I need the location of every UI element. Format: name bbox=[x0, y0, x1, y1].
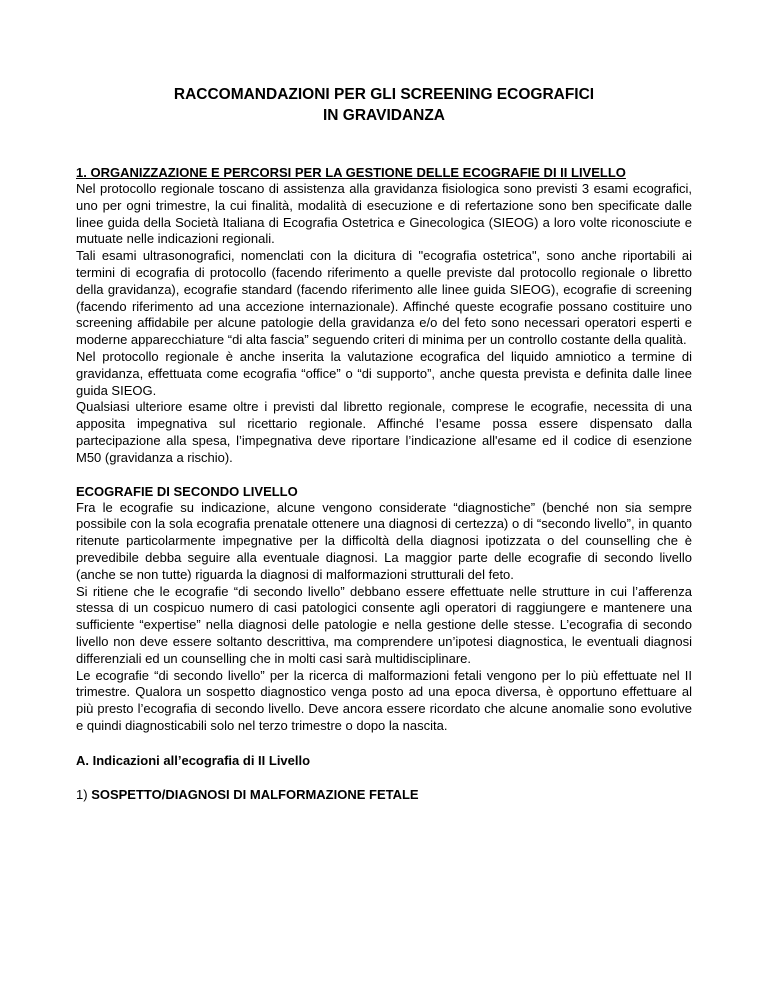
paragraph: Si ritiene che le ecografie “di secondo livello” debbano essere effettuate nelle strutture in cui l’afferenza stessa di un cospicuo numero di casi patologici consente agli operatori di raggiungere e mantenere una sufficiente “expertise” nella diagnosi delle patologie e nella gestione delle stesse. L’ecografia di secondo livello non deve essere soltanto descrittiva, ma comprendere un’ipotesi diagnostica, le eventuali diagnosi differenziali ed un counselling che in molti casi sarà multidisciplinare. bbox=[76, 583, 692, 666]
paragraph: Le ecografie “di secondo livello” per la ricerca di malformazioni fetali vengono per lo più effettuate nel II trimestre. Qualora un sospetto diagnostico venga posto ad una epoca diversa, è opportuno effettuare al più presto l’ecografia di secondo livello. Deve ancora essere ricordato che alcune anomalie sono evolutive e quindi diagnosticabili solo nel terzo trimestre o dopo la nascita. bbox=[76, 667, 692, 733]
paragraph: Qualsiasi ulteriore esame oltre i previsti dal libretto regionale, comprese le ecografie, necessita di una apposita impegnativa sul ricettario regionale. Affinché l’esame possa essere dispensato dalla partecipazione alla spesa, l’impegnativa deve riportare l’indicazione all'esame ed il codice di esenzione M50 (gravidanza a rischio). bbox=[76, 399, 692, 465]
subsection-a-heading: A. Indicazioni all’ecografia di II Livello bbox=[76, 752, 311, 768]
section-1-heading: 1. ORGANIZZAZIONE E PERCORSI PER LA GESTIONE DELLE ECOGRAFIE DI II LIVELLO bbox=[76, 165, 626, 180]
document-page bbox=[76, 84, 692, 803]
section-1-body bbox=[76, 181, 692, 467]
item-1-heading bbox=[76, 786, 692, 803]
item-1-title: SOSPETTO/DIAGNOSI DI MALFORMAZIONE FETALE bbox=[91, 786, 419, 802]
paragraph: Nel protocollo regionale toscano di assistenza alla gravidanza fisiologica sono previsti 3 esami ecografici, uno per ogni trimestre, la cui finalità, modalità di esecuzione e di refertazione sono ben specificate dalle linee guida della Società Italiana di Ecografia Ostetrica e Ginecologica (SIEOG) a loro volte riconosciute e mutuate nelle indicazioni regionali. bbox=[76, 181, 692, 247]
item-1-number: 1) bbox=[76, 786, 88, 802]
section-2-body bbox=[76, 500, 692, 735]
paragraph: Tali esami ultrasonografici, nomenclati con la dicitura di "ecografia ostetrica", sono anche riportabili ai termini di ecografia di protocollo (facendo riferimento a quelle previste dal protocollo regionale o libretto della gravidanza), ecografie standard (facendo riferimento alle linee guida SIEOG), ecografie di screening (facendo riferimento ad una accezione internazionale). Affinché queste ecografie possano costituire uno screening affidabile per alcune patologie della gravidanza e/o del feto sono necessari operatori esperti e moderne apparecchiature “di alta fascia” seguendo criteri di minima per un controllo costante della qualità. bbox=[76, 248, 692, 348]
document-title bbox=[76, 84, 692, 126]
title-line-1: RACCOMANDAZIONI PER GLI SCREENING ECOGRAFICI bbox=[173, 86, 595, 103]
title-line-2: IN GRAVIDANZA bbox=[323, 107, 445, 124]
paragraph: Nel protocollo regionale è anche inserita la valutazione ecografica del liquido amniotico a termine di gravidanza, effettuata come ecografia “office” o “di supporto”, anche questa prevista e definita dalle linee guida SIEOG. bbox=[76, 348, 692, 398]
paragraph: Fra le ecografie su indicazione, alcune vengono considerate “diagnostiche” (benché non sia sempre possibile con la sola ecografia prenatale ottenere una diagnosi di certezza) o di “secondo livello”, in quanto ritenute particolarmente impegnative per la difficoltà della diagnosi ipotizzata o del counselling che è prevedibile debba seguire alla eventuale diagnosi. La maggior parte delle ecografie di secondo livello (anche se non tutte) riguarda la diagnosi di malformazioni strutturali del feto. bbox=[76, 499, 692, 582]
section-2-heading: ECOGRAFIE DI SECONDO LIVELLO bbox=[76, 483, 298, 499]
